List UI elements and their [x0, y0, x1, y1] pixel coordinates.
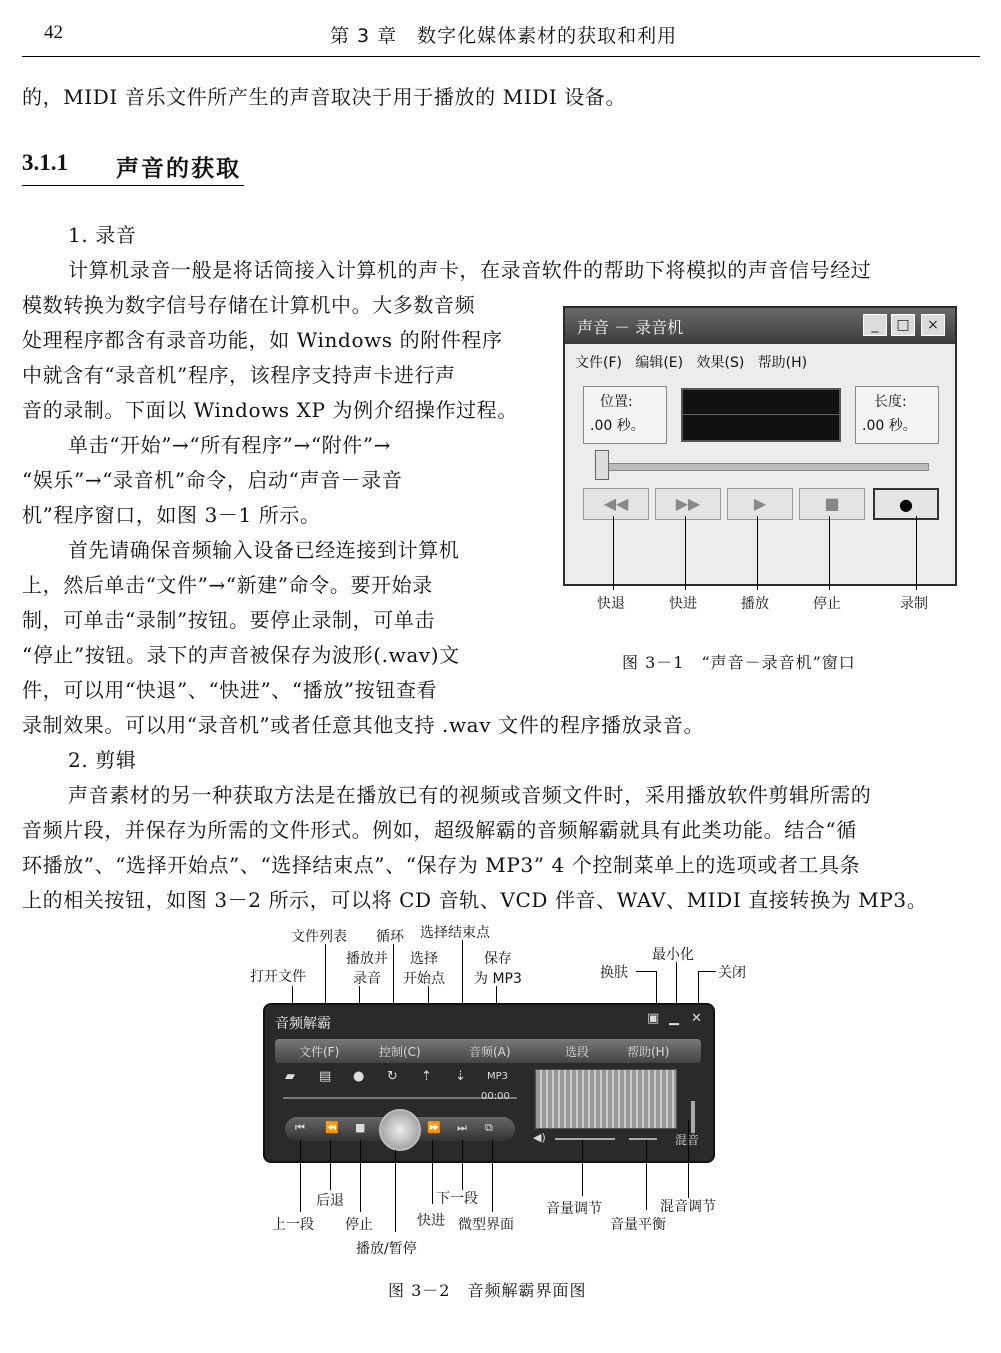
chapter-title: 第 3 章 数字化媒体素材的获取和利用: [330, 25, 678, 47]
paragraph-line: 声音素材的另一种获取方法是在播放已有的视频或音频文件时，采用播放软件剪辑所需的: [68, 783, 872, 807]
paragraph-line: 上的相关按钮，如图 3－2 所示，可以将 CD 音轨、VCD 伴音、WAV、MIDI 直接转换为 MP3。: [22, 888, 928, 912]
paragraph-line: 中就含有“录音机”程序，该程序支持声卡进行声: [22, 363, 456, 387]
save-mp3-icon[interactable]: MP3: [487, 1071, 509, 1082]
position-slider[interactable]: [601, 463, 929, 471]
mixer-label: 混音: [675, 1133, 700, 1147]
close-button[interactable]: ×: [921, 314, 945, 336]
balance-slider[interactable]: [629, 1138, 657, 1140]
player-menu-audio[interactable]: 音频(A): [469, 1045, 511, 1059]
close-icon[interactable]: ✕: [691, 1011, 702, 1026]
callout-line: [330, 1140, 331, 1190]
label-rewind: 快退: [597, 596, 625, 612]
label-play-record: 播放并 录音: [346, 951, 388, 987]
subheading-record: 1. 录音: [68, 223, 137, 247]
paragraph-line: 音的录制。下面以 Windows XP 为例介绍操作过程。: [22, 398, 518, 422]
paragraph-line: 上，然后单击“文件”→“新建”命令。要开始录: [22, 573, 433, 597]
label-skin: 换肤: [600, 965, 628, 981]
record-dot-icon[interactable]: ●: [353, 1069, 365, 1084]
maximize-button[interactable]: □: [891, 314, 915, 336]
paragraph-line: 计算机录音一般是将话筒接入计算机的声卡，在录音软件的帮助下将模拟的声音信号经过: [68, 258, 872, 282]
play-pause-button[interactable]: [379, 1109, 421, 1151]
length-label: 长度:: [874, 394, 907, 410]
label-loop: 循环: [376, 929, 404, 945]
select-end-icon[interactable]: ⇣: [455, 1069, 466, 1084]
paragraph-line: 件，可以用“快退”、“快进”、“播放”按钮查看: [22, 678, 438, 702]
label-stop2: 停止: [345, 1217, 373, 1233]
label-next-segment: 下一段: [436, 1191, 478, 1207]
menu-edit[interactable]: 编辑(E): [635, 355, 684, 371]
paragraph-line: “停止”按钮。录下的声音被保存为波形(.wav)文: [22, 643, 460, 667]
menu-effects[interactable]: 效果(S): [696, 355, 745, 371]
callout-line: [360, 1140, 361, 1212]
menu-help[interactable]: 帮助(H): [757, 355, 808, 371]
player-menu-file[interactable]: 文件(F): [299, 1045, 340, 1059]
intro-line: 的，MIDI 音乐文件所产生的声音取决于用于播放的 MIDI 设备。: [22, 85, 627, 109]
label-forward: 快进: [669, 596, 697, 612]
subheading-edit: 2. 剪辑: [68, 748, 137, 772]
callout-line: [300, 1140, 301, 1212]
paragraph-line: “娱乐”→“录音机”命令，启动“声音－录音: [22, 468, 403, 492]
label-stop: 停止: [813, 596, 841, 612]
callout-line: [462, 1140, 463, 1190]
prev-icon[interactable]: ⏮: [295, 1121, 305, 1134]
label-file-list: 文件列表: [291, 929, 347, 945]
label-record: 录制: [900, 596, 928, 612]
callout-line: [492, 1140, 493, 1212]
audio-player-window: [263, 1003, 715, 1163]
stop-icon[interactable]: ■: [355, 1121, 366, 1134]
open-folder-icon[interactable]: ▰: [285, 1069, 295, 1084]
label-play-pause: 播放/暂停: [356, 1241, 417, 1257]
section-title: 声音的获取: [116, 156, 241, 182]
paragraph-line: 首先请确保音频输入设备已经连接到计算机: [68, 538, 460, 562]
paragraph-line: 制，可单击“录制”按钮。要停止录制，可单击: [22, 608, 436, 632]
paragraph-line: 录制效果。可以用“录音机”或者任意其他支持 .wav 文件的程序播放录音。: [22, 713, 705, 737]
player-menu-segment[interactable]: 选段: [565, 1045, 590, 1059]
player-menu-control[interactable]: 控制(C): [379, 1045, 421, 1059]
player-title: 音频解霸: [275, 1016, 331, 1032]
figure2-caption: 图 3－2 音频解霸界面图: [388, 1281, 587, 1300]
minimize-icon[interactable]: ▁: [669, 1011, 679, 1026]
callout-line: [395, 1150, 396, 1232]
rewind-button[interactable]: ◀◀: [583, 488, 649, 520]
loop-icon[interactable]: ↻: [387, 1069, 398, 1084]
waveform-display: [681, 388, 841, 442]
skin-icon[interactable]: ▣: [647, 1011, 660, 1026]
label-select-start: 选择 开始点: [403, 951, 445, 987]
callout-line: [646, 1140, 647, 1210]
spectrum-display: [535, 1069, 677, 1129]
forward-icon[interactable]: ⏩: [427, 1121, 441, 1134]
callout-line: [685, 516, 686, 590]
page-number: 42: [44, 22, 63, 43]
play-button[interactable]: ▶: [727, 488, 793, 520]
position-value: .00 秒。: [590, 418, 645, 434]
callout-line: [636, 971, 656, 972]
player-menu: [275, 1039, 701, 1063]
section-rule: [22, 185, 244, 186]
recorder-menu: [575, 352, 807, 372]
label-minimize: 最小化: [652, 947, 694, 963]
callout-line: [613, 516, 614, 590]
minimize-button[interactable]: _: [863, 314, 887, 336]
label-forward2: 快进: [417, 1213, 445, 1229]
mini-mode-icon[interactable]: ⧉: [485, 1121, 493, 1134]
mixer-slider[interactable]: [691, 1101, 695, 1133]
figure1-caption: 图 3－1 “声音－录音机”窗口: [622, 653, 856, 672]
label-balance: 音量平衡: [610, 1217, 666, 1233]
callout-line: [432, 1140, 433, 1204]
record-button[interactable]: ●: [873, 488, 939, 520]
callout-line: [688, 1120, 689, 1198]
fast-forward-button[interactable]: ▶▶: [655, 488, 721, 520]
label-save-mp3: 保存 为 MP3: [474, 951, 522, 987]
length-value: .00 秒。: [862, 418, 917, 434]
menu-file[interactable]: 文件(F): [575, 355, 622, 371]
section-number: 3.1.1: [22, 150, 68, 175]
label-select-end: 选择结束点: [420, 925, 490, 941]
next-icon[interactable]: ⏭: [457, 1121, 467, 1134]
recorder-title: 声音 － 录音机: [577, 318, 684, 337]
time-display: 00:00: [481, 1091, 510, 1102]
player-menu-help[interactable]: 帮助(H): [627, 1045, 670, 1059]
paragraph-line: 处理程序都含有录音功能，如 Windows 的附件程序: [22, 328, 503, 352]
select-start-icon[interactable]: ⇡: [421, 1069, 432, 1084]
callout-line: [698, 971, 716, 972]
slider-thumb[interactable]: [595, 450, 609, 480]
position-panel: [583, 386, 667, 444]
header-rule: [22, 56, 980, 57]
label-volume: 音量调节: [546, 1201, 602, 1217]
stop-button[interactable]: ■: [799, 488, 865, 520]
label-play: 播放: [741, 596, 769, 612]
file-list-icon[interactable]: ▤: [319, 1069, 332, 1084]
label-mixer: 混音调节: [660, 1199, 716, 1215]
position-label: 位置:: [600, 394, 633, 410]
callout-line: [582, 1140, 583, 1196]
paragraph-line: 环播放”、“选择开始点”、“选择结束点”、“保存为 MP3” 4 个控制菜单上的选项或者工具条: [22, 853, 861, 877]
callout-line: [829, 516, 830, 590]
paragraph-line: 音频片段，并保存为所需的文件形式。例如，超级解霸的音频解霸就具有此类功能。结合“循: [22, 818, 857, 842]
label-prev-segment: 上一段: [272, 1217, 314, 1233]
speaker-icon: ◀): [533, 1131, 546, 1144]
recorder-window: [563, 306, 957, 586]
label-open-file: 打开文件: [250, 969, 306, 985]
label-rewind2: 后退: [316, 1193, 344, 1209]
label-mini-ui: 微型界面: [458, 1217, 514, 1233]
label-close: 关闭: [718, 965, 746, 981]
paragraph-line: 单击“开始”→“所有程序”→“附件”→: [68, 433, 392, 457]
recorder-title-bar: [565, 308, 955, 344]
paragraph-line: 模数转换为数字信号存储在计算机中。大多数音频: [22, 293, 476, 317]
callout-line: [757, 516, 758, 590]
callout-line: [916, 516, 917, 590]
length-panel: [855, 386, 939, 444]
paragraph-line: 机”程序窗口，如图 3－1 所示。: [22, 503, 321, 527]
volume-slider[interactable]: [555, 1138, 615, 1140]
rewind-icon[interactable]: ⏪: [325, 1121, 339, 1134]
